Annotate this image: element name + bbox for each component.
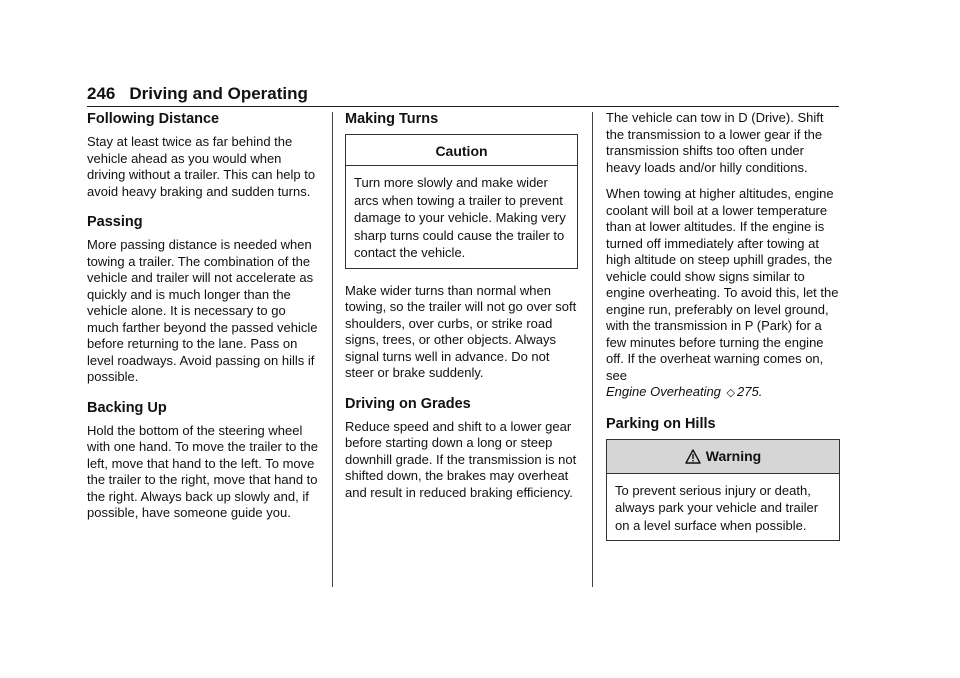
backing-up-heading: Backing Up (87, 399, 167, 416)
page-title: Driving and Operating (129, 84, 308, 103)
high-altitude-text (606, 186, 840, 402)
parking-on-hills-heading: Parking on Hills (606, 415, 716, 432)
making-turns-text: Make wider turns than normal when towing, so the trailer will not go over soft shoulders, over curbs, or strike road signs, trees, or other objects. Always signal turns well in advance. Do not steer or brake suddenly. (345, 282, 577, 380)
driving-on-grades-text: Reduce speed and shift to a lower gear before starting down a long or steep downhill grade. If the transmission is not shifted down, the brakes may overheat and result in reduced braking efficiency. (345, 418, 577, 500)
column-divider-1 (332, 112, 333, 587)
engine-overheating-reference[interactable] (606, 384, 762, 399)
warning-title: Warning (705, 447, 762, 464)
warning-header (607, 440, 839, 474)
passing-heading: Passing (87, 214, 143, 230)
caution-box (345, 134, 578, 269)
following-distance-text: Stay at least twice as far behind the vehicle ahead as you would when driving without a trailer. This can help to avoid heavy braking and sudden turns. (87, 134, 316, 199)
column-2 (345, 110, 578, 511)
warning-triangle-icon (685, 449, 701, 467)
engine-overheating-link[interactable]: Engine Overheating (606, 384, 721, 399)
column-3 (606, 110, 840, 555)
backing-up-text: Hold the bottom of the steering wheel with one hand. To move the trailer to the left, move that hand to the left. To move the trailer to the right, move that hand to the right. Always back up slowly and, if possible, have someone guide you. (87, 422, 319, 520)
reference-page-number: 275. (737, 384, 763, 399)
passing-text: More passing distance is needed when towing a trailer. The combination of the vehicle and trailer will not accelerate as quickly and is much longer than the vehicle alone. It is necessary to go much farther beyond the passed vehicle before returning to the lane. Pass on level roadways. Avoid passing on hills if possible. (87, 237, 318, 384)
tow-in-drive-text: The vehicle can tow in D (Drive). Shift the transmission to a lower gear if the transmission shifts too often under heavy loads and/or hilly conditions. (606, 110, 824, 175)
following-distance-heading: Following Distance (87, 111, 220, 127)
page-number: 246 (87, 84, 116, 103)
high-altitude-body: When towing at higher altitudes, engine coolant will boil at a lower temperature than at lower altitudes. If the engine is turned off immediately after towing at high altitude on steep uphill grades, the vehicle could show signs similar to engine overheating. To avoid this, let the engine run, preferably on level ground, with the transmission in P (Park) for a few minutes before turning the engine off. If the overheat warning comes on, see (606, 186, 839, 383)
caution-title: Caution (346, 135, 577, 166)
warning-text: To prevent serious injury or death, always park your vehicle and trailer on a level surface when possible. (615, 482, 819, 533)
column-1 (87, 110, 319, 532)
caution-text: Turn more slowly and make wider arcs when towing a trailer to prevent damage to your vehicle. Making very sharp turns could cause the trailer to contact the vehicle. (354, 175, 566, 260)
page-reference-icon: ◇ (726, 387, 736, 399)
column-divider-2 (592, 112, 593, 587)
driving-on-grades-heading: Driving on Grades (345, 395, 471, 412)
warning-box (606, 439, 840, 542)
making-turns-heading: Making Turns (345, 111, 439, 127)
page-header (87, 84, 839, 107)
